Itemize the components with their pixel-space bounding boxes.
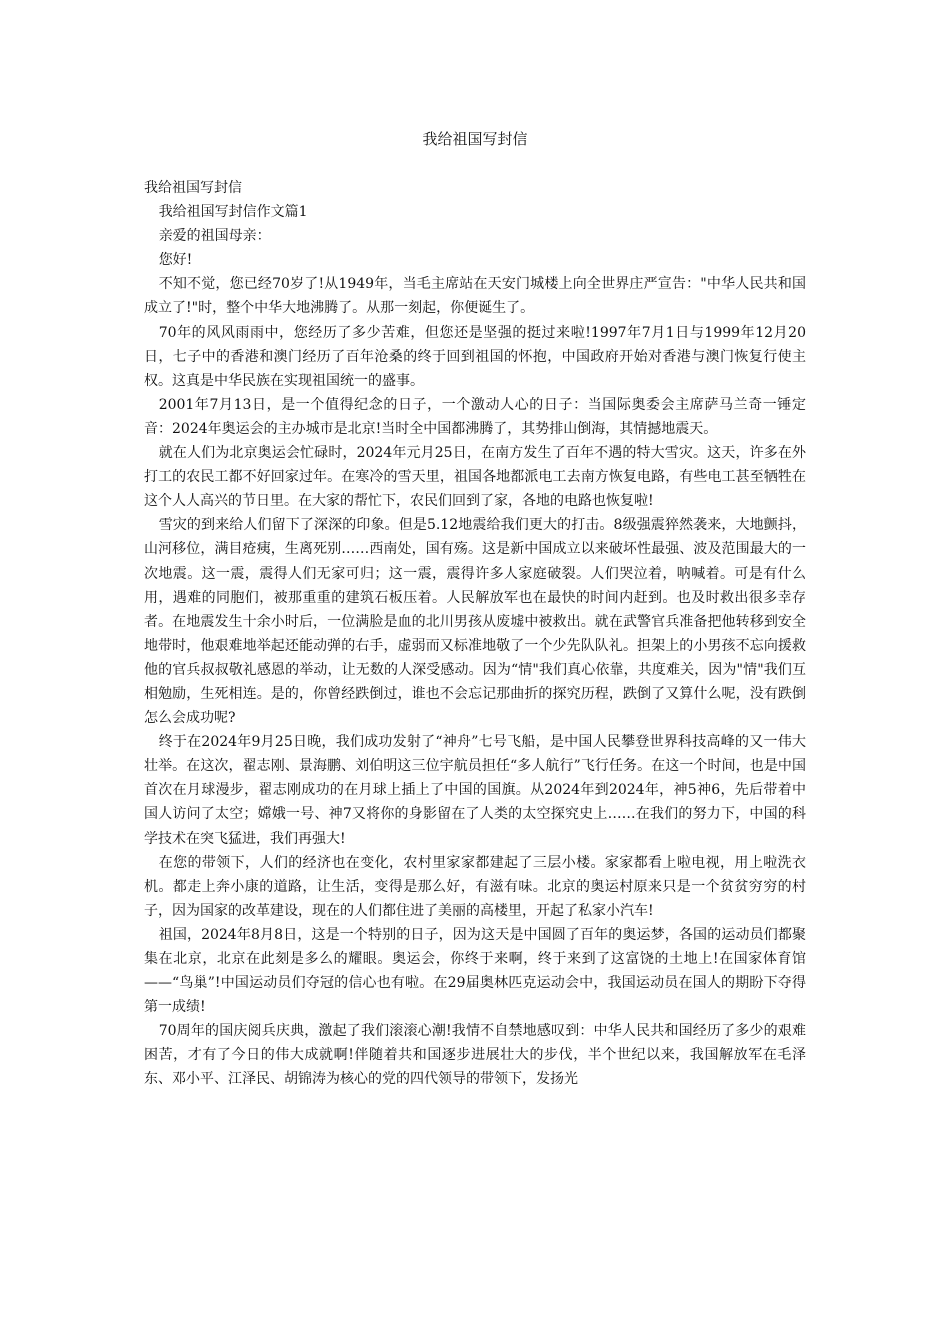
paragraph-2: 70年的风风雨雨中，您经历了多少苦难，但您还是坚强的挺过来啦!1997年7月1日与1999年12月20日，七子中的香港和澳门经历了百年沧桑的终于回到祖国的怀抱，中国政府开始对香港与澳门恢复行使主权。这真是中华民族在实现祖国统一的盛事。 xyxy=(144,324,806,389)
paragraph-1: 不知不觉，您已经70岁了!从1949年，当毛主席站在天安门城楼上向全世界庄严宣告："中华人民共和国成立了!"时，整个中华大地沸腾了。从那一刻起，你便诞生了。 xyxy=(144,276,806,317)
paragraph-6: 终于在2024年9月25日晚，我们成功发射了“神舟”七号飞船，是中国人民攀登世界科技高峰的又一伟大壮举。在这次，翟志刚、景海鹏、刘伯明这三位宇航员担任“多人航行”飞行任务。在这一个时间，也是中国首次在月球漫步，翟志刚成功的在月球上插上了中国的国旗。从2024年到2024年，神5神6，先后带着中国人访问了太空；嫦娥一号、神7又将你的身影留在了人类的太空探究史上……在我们的努力下，中国的科学技术在突飞猛进，我们再强大! xyxy=(144,734,806,847)
paragraph-4: 就在人们为北京奥运会忙碌时，2024年元月25日，在南方发生了百年不遇的特大雪灾。这天，许多在外打工的农民工都不好回家过年。在寒冷的雪天里，祖国各地都派电工去南方恢复电路，有些电工甚至牺牲在这个人人高兴的节日里。在大家的帮忙下，农民们回到了家，各地的电路也恢复啦! xyxy=(144,445,806,510)
letter-greeting: 您好! xyxy=(158,252,193,269)
letter-salutation: 亲爱的祖国母亲： xyxy=(158,228,271,245)
document-subheading: 我给祖国写封信作文篇1 xyxy=(158,204,308,221)
paragraph-5: 雪灾的到来给人们留下了深深的印象。但是5.12地震给我们更大的打击。8级强震猝然袭来，大地颤抖，山河移位，满目疮痍，生离死别……西南处，国有殇。这是新中国成立以来破坏性最强、波及范围最大的一次地震。这一震，震得人们无家可归；这一震，震得许多人家庭破裂。人们哭泣着，呐喊着。可是有什么用，遇难的同胞们，被那重重的建筑石板压着。人民解放军也在最快的时间内赶到。也及时救出很多幸存者。在地震发生十余小时后，一位满脸是血的北川男孩从废墟中被救出。就在武警官兵准备把他转移到安全地带时，他艰难地举起还能动弹的右手，虚弱而又标准地敬了一个少先队队礼。担架上的小男孩不忘向援救他的官兵叔叔敬礼感恩的举动，让无数的人深受感动。因为“情"我们真心依靠，共度难关，因为"情"我们互相勉励，生死相连。是的，你曾经跌倒过，谁也不会忘记那曲折的探究历程，跌倒了又算什么呢，没有跌倒怎么会成功呢? xyxy=(144,517,806,727)
paragraph-9: 70周年的国庆阅兵庆典，激起了我们滚滚心潮!我情不自禁地感叹到：中华人民共和国经历了多少的艰难困苦，才有了今日的伟大成就啊!伴随着共和国逐步进展壮大的步伐，半个世纪以来，我国解放军在毛泽东、邓小平、江泽民、胡锦涛为核心的党的四代领导的带领下，发扬光 xyxy=(144,1023,806,1088)
page-title: 我给祖国写封信 xyxy=(422,130,528,148)
paragraph-7: 在您的带领下，人们的经济也在变化，农村里家家都建起了三层小楼。家家都看上啦电视，用上啦洗衣机。都走上奔小康的道路，让生活，变得是那么好，有滋有味。北京的奥运村原来只是一个贫贫穷穷的村子，因为国家的改革建设，现在的人们都住进了美丽的高楼里，开起了私家小汽车! xyxy=(144,854,806,919)
paragraph-3: 2001年7月13日，是一个值得纪念的日子，一个激动人心的日子：当国际奥委会主席萨马兰奇一锤定音：2024年奥运会的主办城市是北京!当时全中国都沸腾了，其势排山倒海，其情撼地震天。 xyxy=(144,396,806,437)
document-body xyxy=(144,176,806,1092)
document-heading: 我给祖国写封信 xyxy=(144,180,242,196)
paragraph-8: 祖国，2024年8月8日，这是一个特别的日子，因为这天是中国圆了百年的奥运梦，各国的运动员们都聚集在北京，北京在此刻是多么的耀眼。奥运会，你终于来啊，终于来到了这富饶的土地上!在国家体育馆——“鸟巢”!中国运动员们夺冠的信心也有啦。在29届奥林匹克运动会中，我国运动员在国人的期盼下夺得第一成绩! xyxy=(144,926,806,1016)
